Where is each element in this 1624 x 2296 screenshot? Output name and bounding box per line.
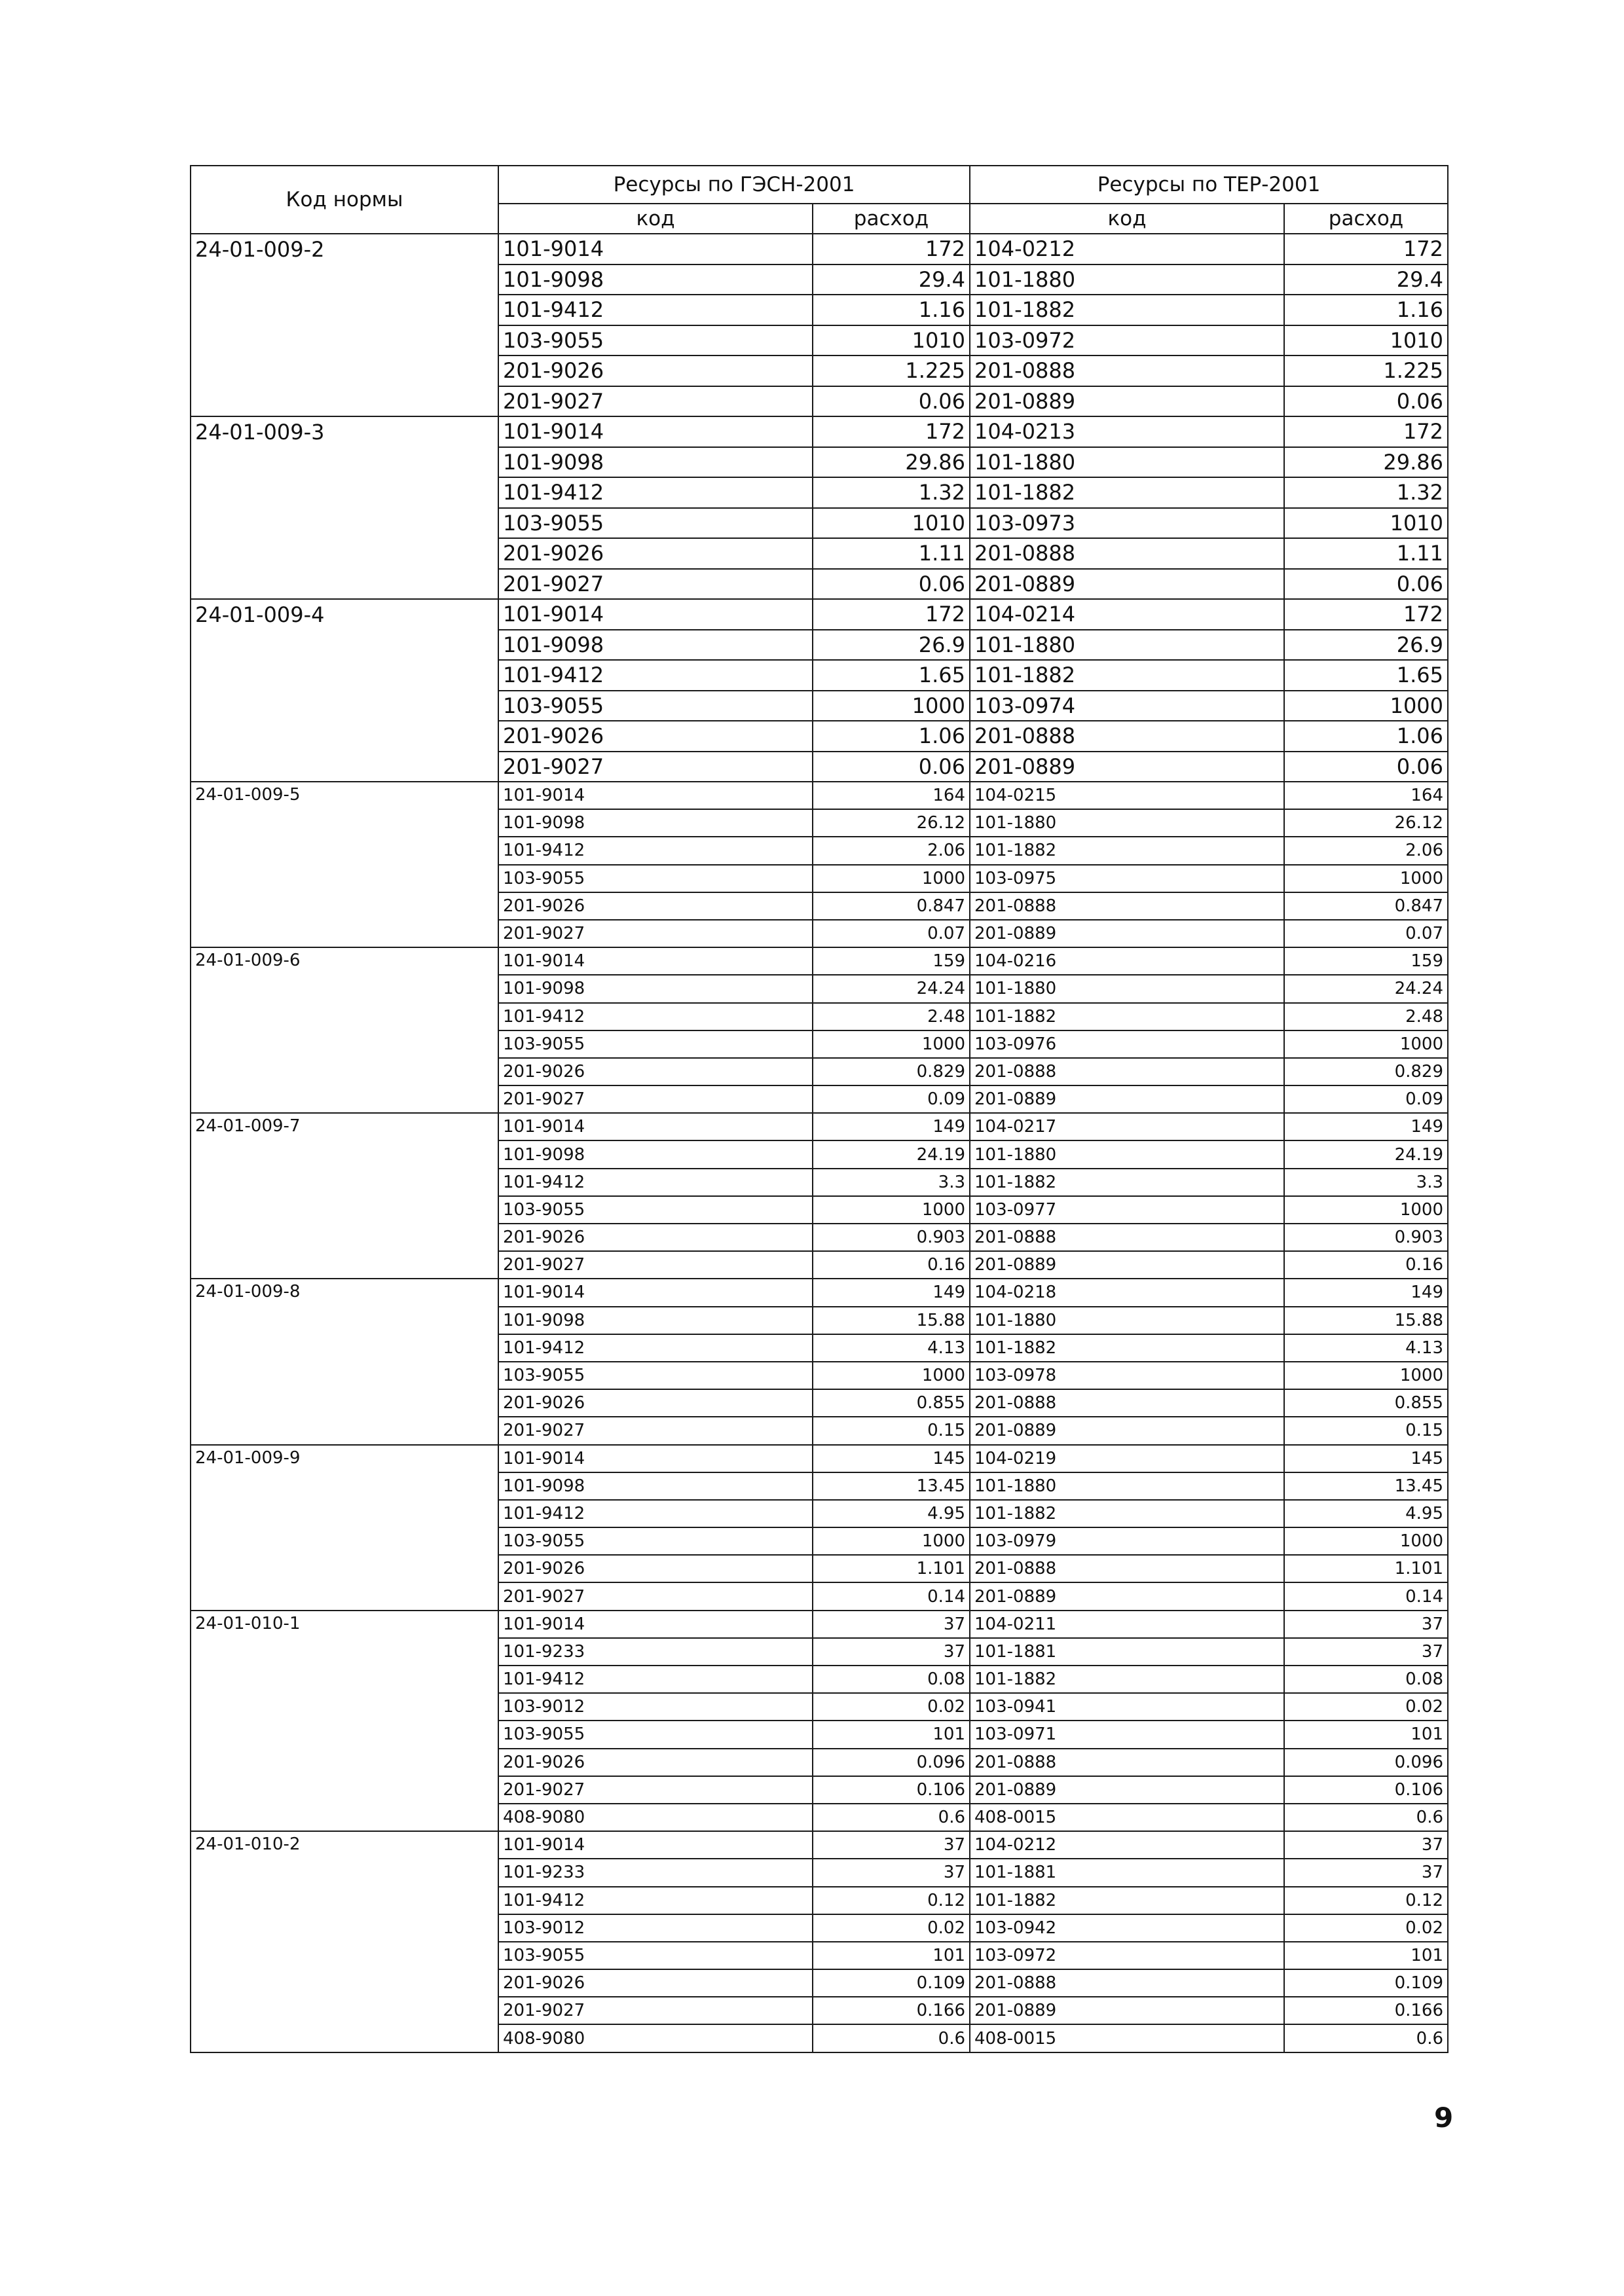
ter-consumption-cell: 24.19 (1284, 1140, 1448, 1168)
gesn-code-cell: 201-9026 (498, 892, 813, 920)
gesn-consumption-cell: 0.02 (813, 1914, 970, 1942)
ter-code-cell: 101-1882 (970, 477, 1284, 508)
ter-consumption-cell: 4.95 (1284, 1500, 1448, 1527)
gesn-code-cell: 101-9098 (498, 630, 813, 661)
ter-code-cell: 101-1880 (970, 264, 1284, 295)
ter-code-cell: 408-0015 (970, 1804, 1284, 1831)
gesn-code-cell: 101-9412 (498, 837, 813, 864)
ter-code-cell: 101-1881 (970, 1638, 1284, 1666)
ter-code-cell: 201-0889 (970, 1417, 1284, 1444)
ter-code-cell: 201-0888 (970, 1389, 1284, 1417)
ter-code-cell: 201-0888 (970, 892, 1284, 920)
gesn-consumption-cell: 1.225 (813, 355, 970, 386)
ter-consumption-cell: 37 (1284, 1638, 1448, 1666)
ter-code-cell: 103-0941 (970, 1693, 1284, 1721)
ter-code-cell: 101-1882 (970, 837, 1284, 864)
page-number: 9 (1434, 2102, 1454, 2134)
header-ter-code: код (970, 204, 1284, 234)
gesn-code-cell: 103-9055 (498, 1196, 813, 1224)
ter-consumption-cell: 26.9 (1284, 630, 1448, 661)
gesn-code-cell: 103-9055 (498, 508, 813, 539)
gesn-code-cell: 101-9014 (498, 947, 813, 975)
ter-consumption-cell: 0.06 (1284, 386, 1448, 417)
gesn-code-cell: 101-9014 (498, 1445, 813, 1472)
ter-consumption-cell: 149 (1284, 1113, 1448, 1140)
ter-consumption-cell: 0.08 (1284, 1666, 1448, 1693)
ter-consumption-cell: 101 (1284, 1942, 1448, 1969)
gesn-code-cell: 201-9026 (498, 355, 813, 386)
gesn-consumption-cell: 1010 (813, 508, 970, 539)
gesn-consumption-cell: 13.45 (813, 1472, 970, 1500)
norm-code-cell: 24-01-009-8 (191, 1279, 498, 1444)
gesn-consumption-cell: 24.19 (813, 1140, 970, 1168)
gesn-consumption-cell: 149 (813, 1113, 970, 1140)
gesn-code-cell: 101-9412 (498, 295, 813, 325)
table-row (191, 947, 1448, 975)
ter-consumption-cell: 1.65 (1284, 660, 1448, 691)
ter-consumption-cell: 0.6 (1284, 2024, 1448, 2052)
gesn-consumption-cell: 3.3 (813, 1169, 970, 1196)
ter-code-cell: 201-0889 (970, 1085, 1284, 1113)
gesn-code-cell: 101-9098 (498, 264, 813, 295)
ter-code-cell: 201-0889 (970, 1997, 1284, 2024)
gesn-consumption-cell: 1000 (813, 1362, 970, 1389)
gesn-code-cell: 101-9412 (498, 1334, 813, 1362)
gesn-code-cell: 201-9027 (498, 752, 813, 782)
gesn-consumption-cell: 0.847 (813, 892, 970, 920)
ter-consumption-cell: 0.847 (1284, 892, 1448, 920)
gesn-consumption-cell: 29.86 (813, 447, 970, 478)
ter-consumption-cell: 0.15 (1284, 1417, 1448, 1444)
ter-code-cell: 103-0972 (970, 325, 1284, 356)
gesn-consumption-cell: 0.06 (813, 386, 970, 417)
gesn-consumption-cell: 1000 (813, 691, 970, 721)
ter-consumption-cell: 13.45 (1284, 1472, 1448, 1500)
ter-code-cell: 101-1880 (970, 1472, 1284, 1500)
ter-consumption-cell: 37 (1284, 1611, 1448, 1638)
ter-consumption-cell: 1000 (1284, 1527, 1448, 1555)
ter-code-cell: 101-1880 (970, 1307, 1284, 1334)
gesn-code-cell: 201-9026 (498, 1555, 813, 1582)
gesn-code-cell: 201-9026 (498, 1969, 813, 1997)
gesn-consumption-cell: 4.95 (813, 1500, 970, 1527)
ter-consumption-cell: 1000 (1284, 691, 1448, 721)
norm-code-cell: 24-01-009-5 (191, 782, 498, 947)
ter-code-cell: 101-1882 (970, 295, 1284, 325)
ter-code-cell: 103-0977 (970, 1196, 1284, 1224)
gesn-consumption-cell: 1.11 (813, 538, 970, 569)
gesn-code-cell: 103-9055 (498, 1721, 813, 1748)
gesn-consumption-cell: 2.06 (813, 837, 970, 864)
gesn-consumption-cell: 1000 (813, 1030, 970, 1058)
ter-code-cell: 104-0214 (970, 599, 1284, 630)
gesn-consumption-cell: 0.12 (813, 1887, 970, 1914)
ter-code-cell: 201-0888 (970, 721, 1284, 752)
gesn-consumption-cell: 0.096 (813, 1749, 970, 1776)
gesn-consumption-cell: 159 (813, 947, 970, 975)
gesn-code-cell: 103-9055 (498, 1942, 813, 1969)
gesn-consumption-cell: 101 (813, 1721, 970, 1748)
gesn-code-cell: 101-9014 (498, 1279, 813, 1306)
ter-consumption-cell: 1.11 (1284, 538, 1448, 569)
gesn-consumption-cell: 24.24 (813, 975, 970, 1002)
ter-code-cell: 103-0975 (970, 865, 1284, 892)
gesn-code-cell: 101-9412 (498, 477, 813, 508)
gesn-consumption-cell: 0.14 (813, 1582, 970, 1610)
norm-code-cell: 24-01-009-4 (191, 599, 498, 782)
resources-table (190, 165, 1449, 2053)
gesn-consumption-cell: 0.16 (813, 1251, 970, 1279)
gesn-consumption-cell: 101 (813, 1942, 970, 1969)
gesn-consumption-cell: 0.903 (813, 1224, 970, 1251)
ter-consumption-cell: 149 (1284, 1279, 1448, 1306)
ter-consumption-cell: 1.101 (1284, 1555, 1448, 1582)
ter-code-cell: 101-1880 (970, 447, 1284, 478)
gesn-code-cell: 201-9026 (498, 1224, 813, 1251)
gesn-consumption-cell: 164 (813, 782, 970, 809)
header-gesn-resources: Ресурсы по ГЭСН-2001 (498, 166, 970, 204)
table-row (191, 782, 1448, 809)
gesn-code-cell: 103-9055 (498, 1362, 813, 1389)
ter-code-cell: 104-0212 (970, 234, 1284, 264)
gesn-code-cell: 101-9412 (498, 660, 813, 691)
ter-consumption-cell: 0.855 (1284, 1389, 1448, 1417)
gesn-consumption-cell: 1000 (813, 865, 970, 892)
gesn-code-cell: 103-9055 (498, 865, 813, 892)
norm-code-cell: 24-01-009-6 (191, 947, 498, 1113)
table-row (191, 1279, 1448, 1306)
gesn-consumption-cell: 0.109 (813, 1969, 970, 1997)
gesn-code-cell: 201-9027 (498, 1776, 813, 1804)
ter-consumption-cell: 0.109 (1284, 1969, 1448, 1997)
ter-consumption-cell: 24.24 (1284, 975, 1448, 1002)
gesn-code-cell: 101-9412 (498, 1666, 813, 1693)
gesn-consumption-cell: 37 (813, 1611, 970, 1638)
table-row (191, 1831, 1448, 1859)
gesn-consumption-cell: 172 (813, 416, 970, 447)
gesn-code-cell: 101-9014 (498, 782, 813, 809)
gesn-code-cell: 408-9080 (498, 1804, 813, 1831)
gesn-consumption-cell: 15.88 (813, 1307, 970, 1334)
gesn-consumption-cell: 0.6 (813, 1804, 970, 1831)
ter-code-cell: 201-0889 (970, 1251, 1284, 1279)
ter-consumption-cell: 3.3 (1284, 1169, 1448, 1196)
ter-consumption-cell: 0.06 (1284, 569, 1448, 600)
gesn-consumption-cell: 0.07 (813, 920, 970, 947)
gesn-code-cell: 101-9412 (498, 1500, 813, 1527)
ter-code-cell: 104-0211 (970, 1611, 1284, 1638)
ter-consumption-cell: 1.16 (1284, 295, 1448, 325)
gesn-consumption-cell: 0.106 (813, 1776, 970, 1804)
gesn-consumption-cell: 1.101 (813, 1555, 970, 1582)
gesn-code-cell: 201-9027 (498, 386, 813, 417)
norm-code-cell: 24-01-010-2 (191, 1831, 498, 2052)
gesn-consumption-cell: 29.4 (813, 264, 970, 295)
ter-code-cell: 201-0888 (970, 1749, 1284, 1776)
norm-code-cell: 24-01-009-3 (191, 416, 498, 599)
ter-code-cell: 104-0215 (970, 782, 1284, 809)
ter-code-cell: 103-0942 (970, 1914, 1284, 1942)
gesn-code-cell: 201-9027 (498, 569, 813, 600)
gesn-code-cell: 101-9098 (498, 447, 813, 478)
gesn-code-cell: 101-9098 (498, 1472, 813, 1500)
gesn-consumption-cell: 0.06 (813, 752, 970, 782)
ter-consumption-cell: 0.096 (1284, 1749, 1448, 1776)
ter-code-cell: 101-1881 (970, 1859, 1284, 1886)
gesn-consumption-cell: 1000 (813, 1196, 970, 1224)
ter-consumption-cell: 0.16 (1284, 1251, 1448, 1279)
norm-code-cell: 24-01-009-2 (191, 234, 498, 416)
gesn-code-cell: 103-9055 (498, 691, 813, 721)
ter-code-cell: 101-1880 (970, 809, 1284, 837)
norm-code-cell: 24-01-010-1 (191, 1611, 498, 1832)
gesn-code-cell: 101-9412 (498, 1003, 813, 1030)
gesn-code-cell: 201-9026 (498, 1058, 813, 1085)
gesn-code-cell: 101-9412 (498, 1169, 813, 1196)
ter-consumption-cell: 0.12 (1284, 1887, 1448, 1914)
gesn-code-cell: 201-9026 (498, 721, 813, 752)
table-row (191, 599, 1448, 630)
gesn-code-cell: 101-9014 (498, 1113, 813, 1140)
ter-code-cell: 104-0216 (970, 947, 1284, 975)
gesn-consumption-cell: 4.13 (813, 1334, 970, 1362)
gesn-code-cell: 101-9098 (498, 1140, 813, 1168)
ter-code-cell: 104-0212 (970, 1831, 1284, 1859)
gesn-code-cell: 103-9012 (498, 1693, 813, 1721)
header-ter-resources: Ресурсы по ТЕР-2001 (970, 166, 1448, 204)
ter-consumption-cell: 1.06 (1284, 721, 1448, 752)
ter-consumption-cell: 0.6 (1284, 1804, 1448, 1831)
gesn-consumption-cell: 0.09 (813, 1085, 970, 1113)
gesn-consumption-cell: 26.9 (813, 630, 970, 661)
ter-consumption-cell: 0.06 (1284, 752, 1448, 782)
table-body (191, 234, 1448, 2052)
gesn-code-cell: 201-9027 (498, 1582, 813, 1610)
gesn-consumption-cell: 172 (813, 599, 970, 630)
gesn-code-cell: 201-9026 (498, 538, 813, 569)
gesn-consumption-cell: 0.829 (813, 1058, 970, 1085)
gesn-consumption-cell: 1.16 (813, 295, 970, 325)
ter-consumption-cell: 0.903 (1284, 1224, 1448, 1251)
ter-code-cell: 101-1882 (970, 1666, 1284, 1693)
gesn-code-cell: 201-9026 (498, 1389, 813, 1417)
ter-code-cell: 103-0976 (970, 1030, 1284, 1058)
ter-consumption-cell: 2.06 (1284, 837, 1448, 864)
ter-consumption-cell: 172 (1284, 416, 1448, 447)
gesn-code-cell: 103-9055 (498, 1030, 813, 1058)
gesn-consumption-cell: 2.48 (813, 1003, 970, 1030)
ter-code-cell: 103-0971 (970, 1721, 1284, 1748)
ter-code-cell: 101-1880 (970, 1140, 1284, 1168)
header-gesn-code: код (498, 204, 813, 234)
gesn-consumption-cell: 0.166 (813, 1997, 970, 2024)
gesn-code-cell: 101-9098 (498, 975, 813, 1002)
gesn-consumption-cell: 37 (813, 1638, 970, 1666)
gesn-code-cell: 201-9027 (498, 1997, 813, 2024)
gesn-code-cell: 103-9055 (498, 1527, 813, 1555)
gesn-code-cell: 101-9098 (498, 809, 813, 837)
ter-consumption-cell: 1010 (1284, 508, 1448, 539)
ter-consumption-cell: 0.166 (1284, 1997, 1448, 2024)
ter-consumption-cell: 1000 (1284, 865, 1448, 892)
gesn-consumption-cell: 0.855 (813, 1389, 970, 1417)
table-row (191, 416, 1448, 447)
ter-consumption-cell: 0.02 (1284, 1693, 1448, 1721)
ter-consumption-cell: 145 (1284, 1445, 1448, 1472)
gesn-code-cell: 101-9098 (498, 1307, 813, 1334)
ter-consumption-cell: 172 (1284, 234, 1448, 264)
ter-consumption-cell: 0.14 (1284, 1582, 1448, 1610)
ter-code-cell: 104-0217 (970, 1113, 1284, 1140)
gesn-code-cell: 201-9027 (498, 1251, 813, 1279)
ter-consumption-cell: 164 (1284, 782, 1448, 809)
ter-code-cell: 201-0889 (970, 1582, 1284, 1610)
gesn-consumption-cell: 26.12 (813, 809, 970, 837)
ter-code-cell: 101-1882 (970, 1887, 1284, 1914)
ter-code-cell: 104-0219 (970, 1445, 1284, 1472)
gesn-code-cell: 201-9027 (498, 1417, 813, 1444)
gesn-consumption-cell: 0.6 (813, 2024, 970, 2052)
gesn-consumption-cell: 0.08 (813, 1666, 970, 1693)
ter-code-cell: 201-0889 (970, 569, 1284, 600)
ter-code-cell: 201-0888 (970, 538, 1284, 569)
table-row (191, 1611, 1448, 1638)
ter-consumption-cell: 1010 (1284, 325, 1448, 356)
ter-code-cell: 103-0974 (970, 691, 1284, 721)
ter-consumption-cell: 0.02 (1284, 1914, 1448, 1942)
gesn-code-cell: 408-9080 (498, 2024, 813, 2052)
ter-consumption-cell: 1.32 (1284, 477, 1448, 508)
gesn-code-cell: 101-9014 (498, 1831, 813, 1859)
ter-consumption-cell: 159 (1284, 947, 1448, 975)
gesn-consumption-cell: 0.15 (813, 1417, 970, 1444)
norm-code-cell: 24-01-009-9 (191, 1445, 498, 1611)
gesn-code-cell: 201-9027 (498, 920, 813, 947)
ter-code-cell: 101-1882 (970, 1334, 1284, 1362)
gesn-code-cell: 103-9012 (498, 1914, 813, 1942)
header-norm-code: Код нормы (191, 166, 498, 234)
gesn-consumption-cell: 149 (813, 1279, 970, 1306)
gesn-consumption-cell: 1.06 (813, 721, 970, 752)
ter-consumption-cell: 15.88 (1284, 1307, 1448, 1334)
ter-consumption-cell: 0.106 (1284, 1776, 1448, 1804)
gesn-consumption-cell: 1000 (813, 1527, 970, 1555)
ter-code-cell: 101-1880 (970, 630, 1284, 661)
ter-code-cell: 103-0979 (970, 1527, 1284, 1555)
ter-consumption-cell: 0.07 (1284, 920, 1448, 947)
gesn-code-cell: 101-9233 (498, 1638, 813, 1666)
gesn-code-cell: 101-9233 (498, 1859, 813, 1886)
ter-code-cell: 101-1882 (970, 1169, 1284, 1196)
ter-code-cell: 104-0218 (970, 1279, 1284, 1306)
ter-code-cell: 103-0973 (970, 508, 1284, 539)
ter-consumption-cell: 1000 (1284, 1196, 1448, 1224)
ter-code-cell: 101-1882 (970, 1500, 1284, 1527)
ter-consumption-cell: 29.4 (1284, 264, 1448, 295)
ter-code-cell: 201-0888 (970, 1058, 1284, 1085)
table-header (191, 166, 1448, 234)
ter-code-cell: 201-0888 (970, 1555, 1284, 1582)
gesn-consumption-cell: 145 (813, 1445, 970, 1472)
table-row (191, 1113, 1448, 1140)
gesn-consumption-cell: 37 (813, 1859, 970, 1886)
gesn-consumption-cell: 37 (813, 1831, 970, 1859)
gesn-code-cell: 101-9014 (498, 1611, 813, 1638)
gesn-consumption-cell: 172 (813, 234, 970, 264)
ter-code-cell: 103-0978 (970, 1362, 1284, 1389)
table-row (191, 1445, 1448, 1472)
ter-consumption-cell: 0.829 (1284, 1058, 1448, 1085)
gesn-consumption-cell: 0.02 (813, 1693, 970, 1721)
ter-consumption-cell: 26.12 (1284, 809, 1448, 837)
ter-code-cell: 201-0889 (970, 920, 1284, 947)
ter-consumption-cell: 101 (1284, 1721, 1448, 1748)
ter-code-cell: 201-0889 (970, 386, 1284, 417)
header-ter-consumption: расход (1284, 204, 1448, 234)
ter-consumption-cell: 172 (1284, 599, 1448, 630)
ter-consumption-cell: 2.48 (1284, 1003, 1448, 1030)
gesn-code-cell: 101-9412 (498, 1887, 813, 1914)
gesn-code-cell: 101-9014 (498, 234, 813, 264)
ter-code-cell: 101-1880 (970, 975, 1284, 1002)
ter-consumption-cell: 4.13 (1284, 1334, 1448, 1362)
gesn-consumption-cell: 1.65 (813, 660, 970, 691)
ter-code-cell: 201-0889 (970, 1776, 1284, 1804)
ter-code-cell: 101-1882 (970, 1003, 1284, 1030)
gesn-consumption-cell: 0.06 (813, 569, 970, 600)
ter-code-cell: 201-0888 (970, 355, 1284, 386)
ter-consumption-cell: 37 (1284, 1831, 1448, 1859)
gesn-code-cell: 201-9026 (498, 1749, 813, 1776)
ter-consumption-cell: 1000 (1284, 1362, 1448, 1389)
ter-consumption-cell: 37 (1284, 1859, 1448, 1886)
gesn-consumption-cell: 1.32 (813, 477, 970, 508)
ter-code-cell: 104-0213 (970, 416, 1284, 447)
gesn-code-cell: 101-9014 (498, 416, 813, 447)
gesn-consumption-cell: 1010 (813, 325, 970, 356)
ter-code-cell: 201-0888 (970, 1224, 1284, 1251)
norm-code-cell: 24-01-009-7 (191, 1113, 498, 1279)
ter-consumption-cell: 0.09 (1284, 1085, 1448, 1113)
gesn-code-cell: 103-9055 (498, 325, 813, 356)
table-row (191, 234, 1448, 264)
ter-code-cell: 201-0889 (970, 752, 1284, 782)
gesn-code-cell: 101-9014 (498, 599, 813, 630)
ter-code-cell: 408-0015 (970, 2024, 1284, 2052)
ter-code-cell: 201-0888 (970, 1969, 1284, 1997)
header-gesn-consumption: расход (813, 204, 970, 234)
ter-code-cell: 103-0972 (970, 1942, 1284, 1969)
gesn-code-cell: 201-9027 (498, 1085, 813, 1113)
ter-consumption-cell: 1.225 (1284, 355, 1448, 386)
ter-code-cell: 101-1882 (970, 660, 1284, 691)
ter-consumption-cell: 29.86 (1284, 447, 1448, 478)
ter-consumption-cell: 1000 (1284, 1030, 1448, 1058)
